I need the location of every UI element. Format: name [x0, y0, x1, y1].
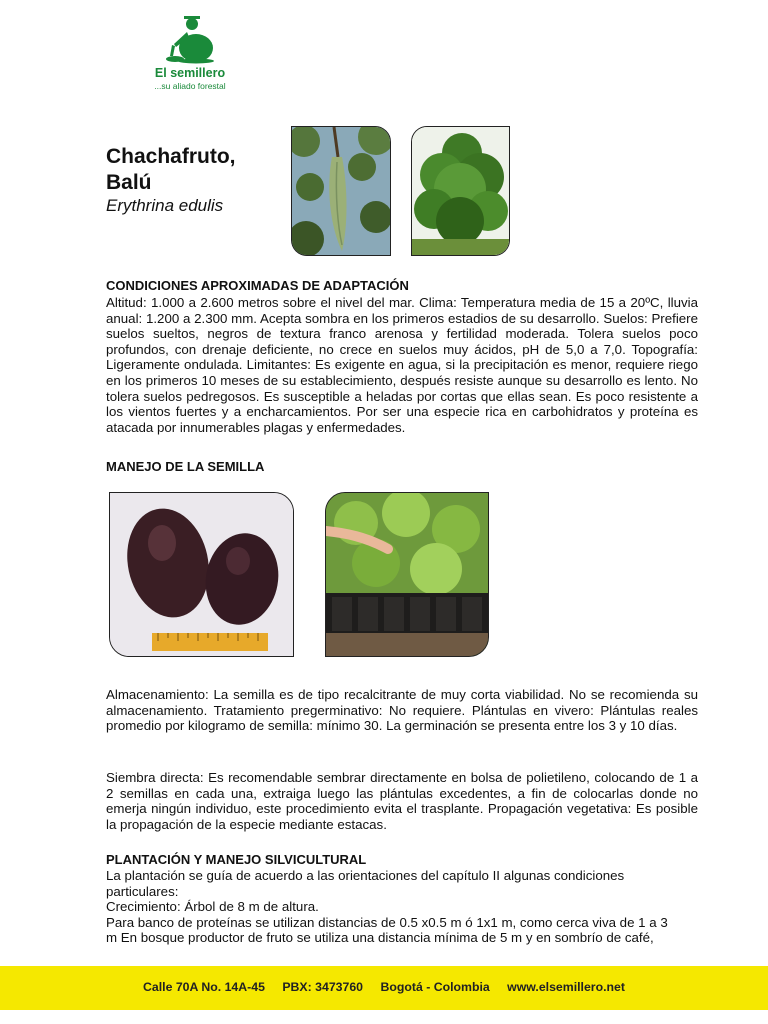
- footer-address: Calle 70A No. 14A-45: [143, 980, 265, 994]
- logo-name: El semillero: [154, 66, 226, 80]
- plantation-paragraph: [106, 868, 698, 946]
- scientific-name: Erythrina edulis: [106, 196, 224, 215]
- nursery-photo: [325, 492, 489, 657]
- plantation-intro-line-1: La plantación se guía de acuerdo a las orientaciones del capítulo II algunas condiciones: [106, 868, 625, 883]
- footer-website[interactable]: www.elsemillero.net: [507, 980, 625, 994]
- adaptation-paragraph: Altitud: 1.000 a 2.600 metros sobre el nivel del mar. Clima: Temperatura media de 15 a 20ºC, lluvia anual: 1.200 a 2.300 mm. Acepta sombra en los primeros estadios de su desarrollo. Suelos: Prefiere suelos sueltos, negros de textura franco arenosa y fertilidad moderada. Tolera suelos poco profundos, con drenaje deficiente, no crece en suelos muy ácidos, pH de 5,0 a 7,0. Topografía: Ligeramente ondulada. Limitantes: Es exigente en agua, si la precipitación es menor, requiere riego en los primeros 10 meses de su establecimiento, después resiste aunque su desarrollo es lento. No tolera suelos pedregosos. Es susceptible a heladas por cortas que ellas sean. Es poco resistente a los vientos fuertes y a encharcamientos. Por ser una especie rica en carbohidratos y proteína es atacada por innumerables plagas y enfermedades.: [106, 295, 698, 435]
- page-title: [106, 144, 236, 196]
- spacing-line-1: Para banco de proteínas se utilizan distancias de 0.5 x0.5 m ó 1x1 m, como cerca viva de 1 a 3: [106, 914, 668, 930]
- growth-line: Crecimiento: Árbol de 8 m de altura.: [106, 899, 319, 915]
- footer-city: Bogotá - Colombia: [380, 980, 490, 994]
- seed-heading: MANEJO DE LA SEMILLA: [106, 459, 265, 474]
- footer-phone: PBX: 3473760: [282, 980, 364, 994]
- footer-contact: [0, 980, 768, 994]
- plantation-intro-line-2: particulares:: [106, 883, 179, 899]
- pod-photo: [291, 126, 391, 256]
- plantation-heading: PLANTACIÓN Y MANEJO SILVICULTURAL: [106, 852, 367, 867]
- brand-logo: [140, 12, 240, 91]
- adaptation-heading: CONDICIONES APROXIMADAS DE ADAPTACIÓN: [106, 278, 409, 293]
- gardener-logo-icon: [162, 12, 218, 64]
- title-line-1: Chachafruto,: [106, 145, 236, 168]
- spacing-line-2: m En bosque productor de fruto se utiliza una distancia mínima de 5 m y en sombrío de café,: [106, 930, 654, 946]
- tree-photo: [411, 126, 510, 256]
- direct-sowing-paragraph: Siembra directa: Es recomendable sembrar directamente en bolsa de polietileno, colocando de 1 a 2 semillas en cada una, extraiga luego las plántulas excedentes, a fin de colocarlas donde no emerja ningún individuo, este procedimiento evita el trasplante. Propagación vegetativa: Es posible la propagación de la especie mediante estacas.: [106, 770, 698, 832]
- title-line-2: Balú: [106, 171, 152, 194]
- footer-bar: [0, 966, 768, 1010]
- logo-tagline: ...su aliado forestal: [154, 81, 226, 91]
- seeds-photo: [109, 492, 294, 657]
- seed-storage-paragraph: Almacenamiento: La semilla es de tipo recalcitrante de muy corta viabilidad. No se recomienda su almacenamiento. Tratamiento pregerminativo: No requiere. Plántulas en vivero: Plántulas reales promedio por kilogramo de semilla: mínimo 30. La germinación se presenta entre los 3 y 10 días.: [106, 687, 698, 734]
